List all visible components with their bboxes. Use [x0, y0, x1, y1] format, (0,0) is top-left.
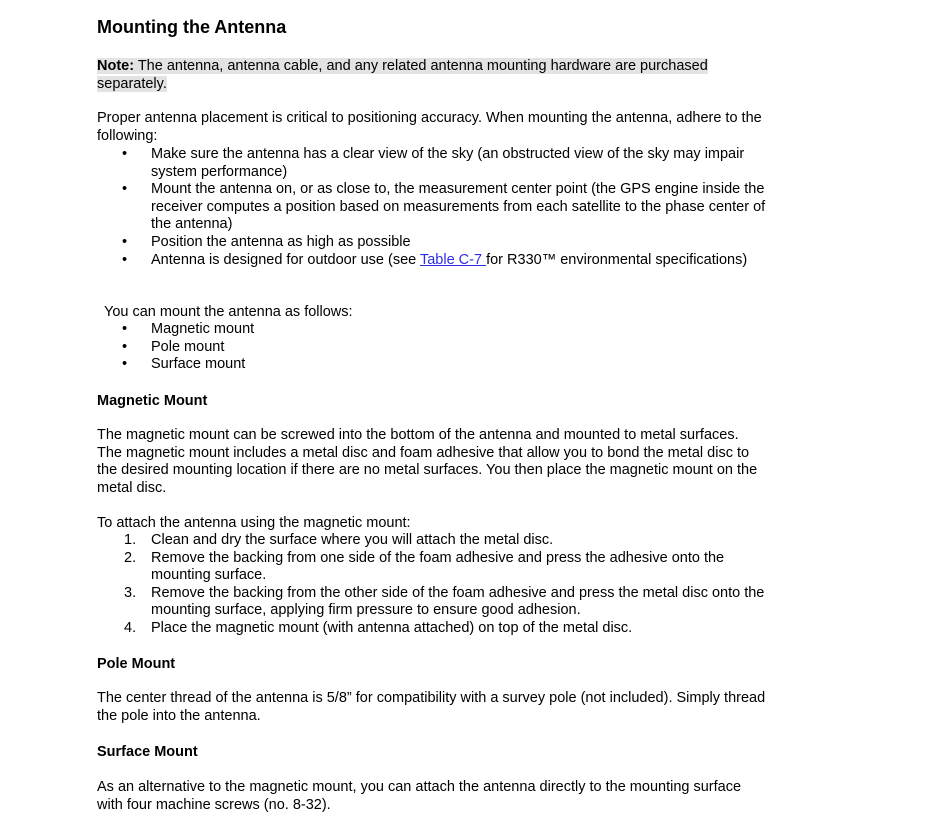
- note-label: Note:: [97, 58, 135, 74]
- surface-mount-heading: Surface Mount: [97, 744, 198, 760]
- step-text: Remove the backing from the other side of the foam adhesive and press the metal disc onto the mounting surface, applying firm pressure to ensure good adhesion.: [151, 584, 765, 619]
- list-item: [97, 146, 767, 181]
- list-item-text: Mount the antenna on, or as close to, the measurement center point (the GPS engine inside the receiver computes a position based on measurements from each satellite to the phase center of the antenna): [151, 181, 766, 233]
- bullet-marker: •: [122, 338, 128, 355]
- list-item-text: Magnetic mount: [151, 321, 255, 337]
- step-number: 4.: [124, 619, 137, 636]
- mount-options-lead: You can mount the antenna as follows:: [104, 304, 353, 320]
- magnetic-mount-heading: Magnetic Mount: [97, 393, 208, 409]
- bullet-marker: •: [122, 251, 128, 268]
- step-number: 3.: [124, 584, 137, 601]
- magnetic-mount-paragraph: The magnetic mount can be screwed into the bottom of the antenna and mounted to metal surfaces. The magnetic mount includes a metal disc and foam adhesive that allow you to bond the metal disc to the desired mounting location if there are no metal surfaces. You then place the magnetic mount on the metal disc.: [97, 427, 758, 496]
- step-item: [97, 532, 767, 550]
- step-number: 2.: [124, 549, 137, 566]
- attach-steps-lead: To attach the antenna using the magnetic mount:: [97, 515, 411, 531]
- list-item-text: Surface mount: [151, 356, 246, 373]
- bullet-marker: •: [122, 181, 128, 198]
- page-title: Mounting the Antenna: [97, 17, 287, 37]
- list-item-text: Make sure the antenna has a clear view of the sky (an obstructed view of the sky may impair system performance): [151, 146, 745, 180]
- step-number: 1.: [124, 532, 137, 548]
- list-item: [97, 321, 767, 339]
- placement-rules-list: [97, 146, 767, 269]
- step-text: Remove the backing from one side of the foam adhesive and press the adhesive onto the mounting surface.: [151, 549, 725, 584]
- note-text: The antenna, antenna cable, and any related antenna mounting hardware are purchased separately.: [97, 58, 708, 92]
- list-item: [97, 234, 767, 252]
- pole-mount-heading: Pole Mount: [97, 656, 176, 672]
- attach-steps-list: [97, 532, 767, 638]
- list-item-text: Position the antenna as high as possible: [151, 233, 411, 250]
- bullet-marker: •: [122, 356, 128, 373]
- bullet-marker: •: [122, 321, 128, 337]
- mount-options-list: [97, 321, 767, 374]
- note-highlight: [97, 58, 708, 92]
- table-c7-link[interactable]: Table C-7: [419, 251, 487, 268]
- pole-mount-paragraph: The center thread of the antenna is 5/8” for compatibility with a survey pole (not included). Simply thread the pole into the antenna.: [97, 690, 766, 724]
- bullet-marker: •: [122, 146, 128, 162]
- step-item: [97, 585, 767, 620]
- outdoor-rule-before: Antenna is designed for outdoor use (see: [151, 251, 420, 268]
- bullet-marker: •: [122, 233, 128, 250]
- surface-mount-paragraph: As an alternative to the magnetic mount, you can attach the antenna directly to the mounting surface with four machine screws (no. 8-32).: [97, 779, 742, 813]
- intro-paragraph: Proper antenna placement is critical to positioning accuracy. When mounting the antenna, adhere to the following:: [97, 110, 762, 144]
- note-paragraph: [97, 58, 767, 93]
- list-item-text: Pole mount: [151, 338, 225, 355]
- list-item: [97, 181, 767, 234]
- list-item: [97, 252, 767, 270]
- step-item: [97, 620, 767, 638]
- step-text: Clean and dry the surface where you will attach the metal disc.: [151, 532, 554, 548]
- list-item: [97, 356, 767, 374]
- outdoor-rule-after: for R330™ environmental specifications): [486, 251, 748, 268]
- list-item: [97, 339, 767, 357]
- step-text: Place the magnetic mount (with antenna attached) on top of the metal disc.: [151, 619, 633, 636]
- step-item: [97, 550, 767, 585]
